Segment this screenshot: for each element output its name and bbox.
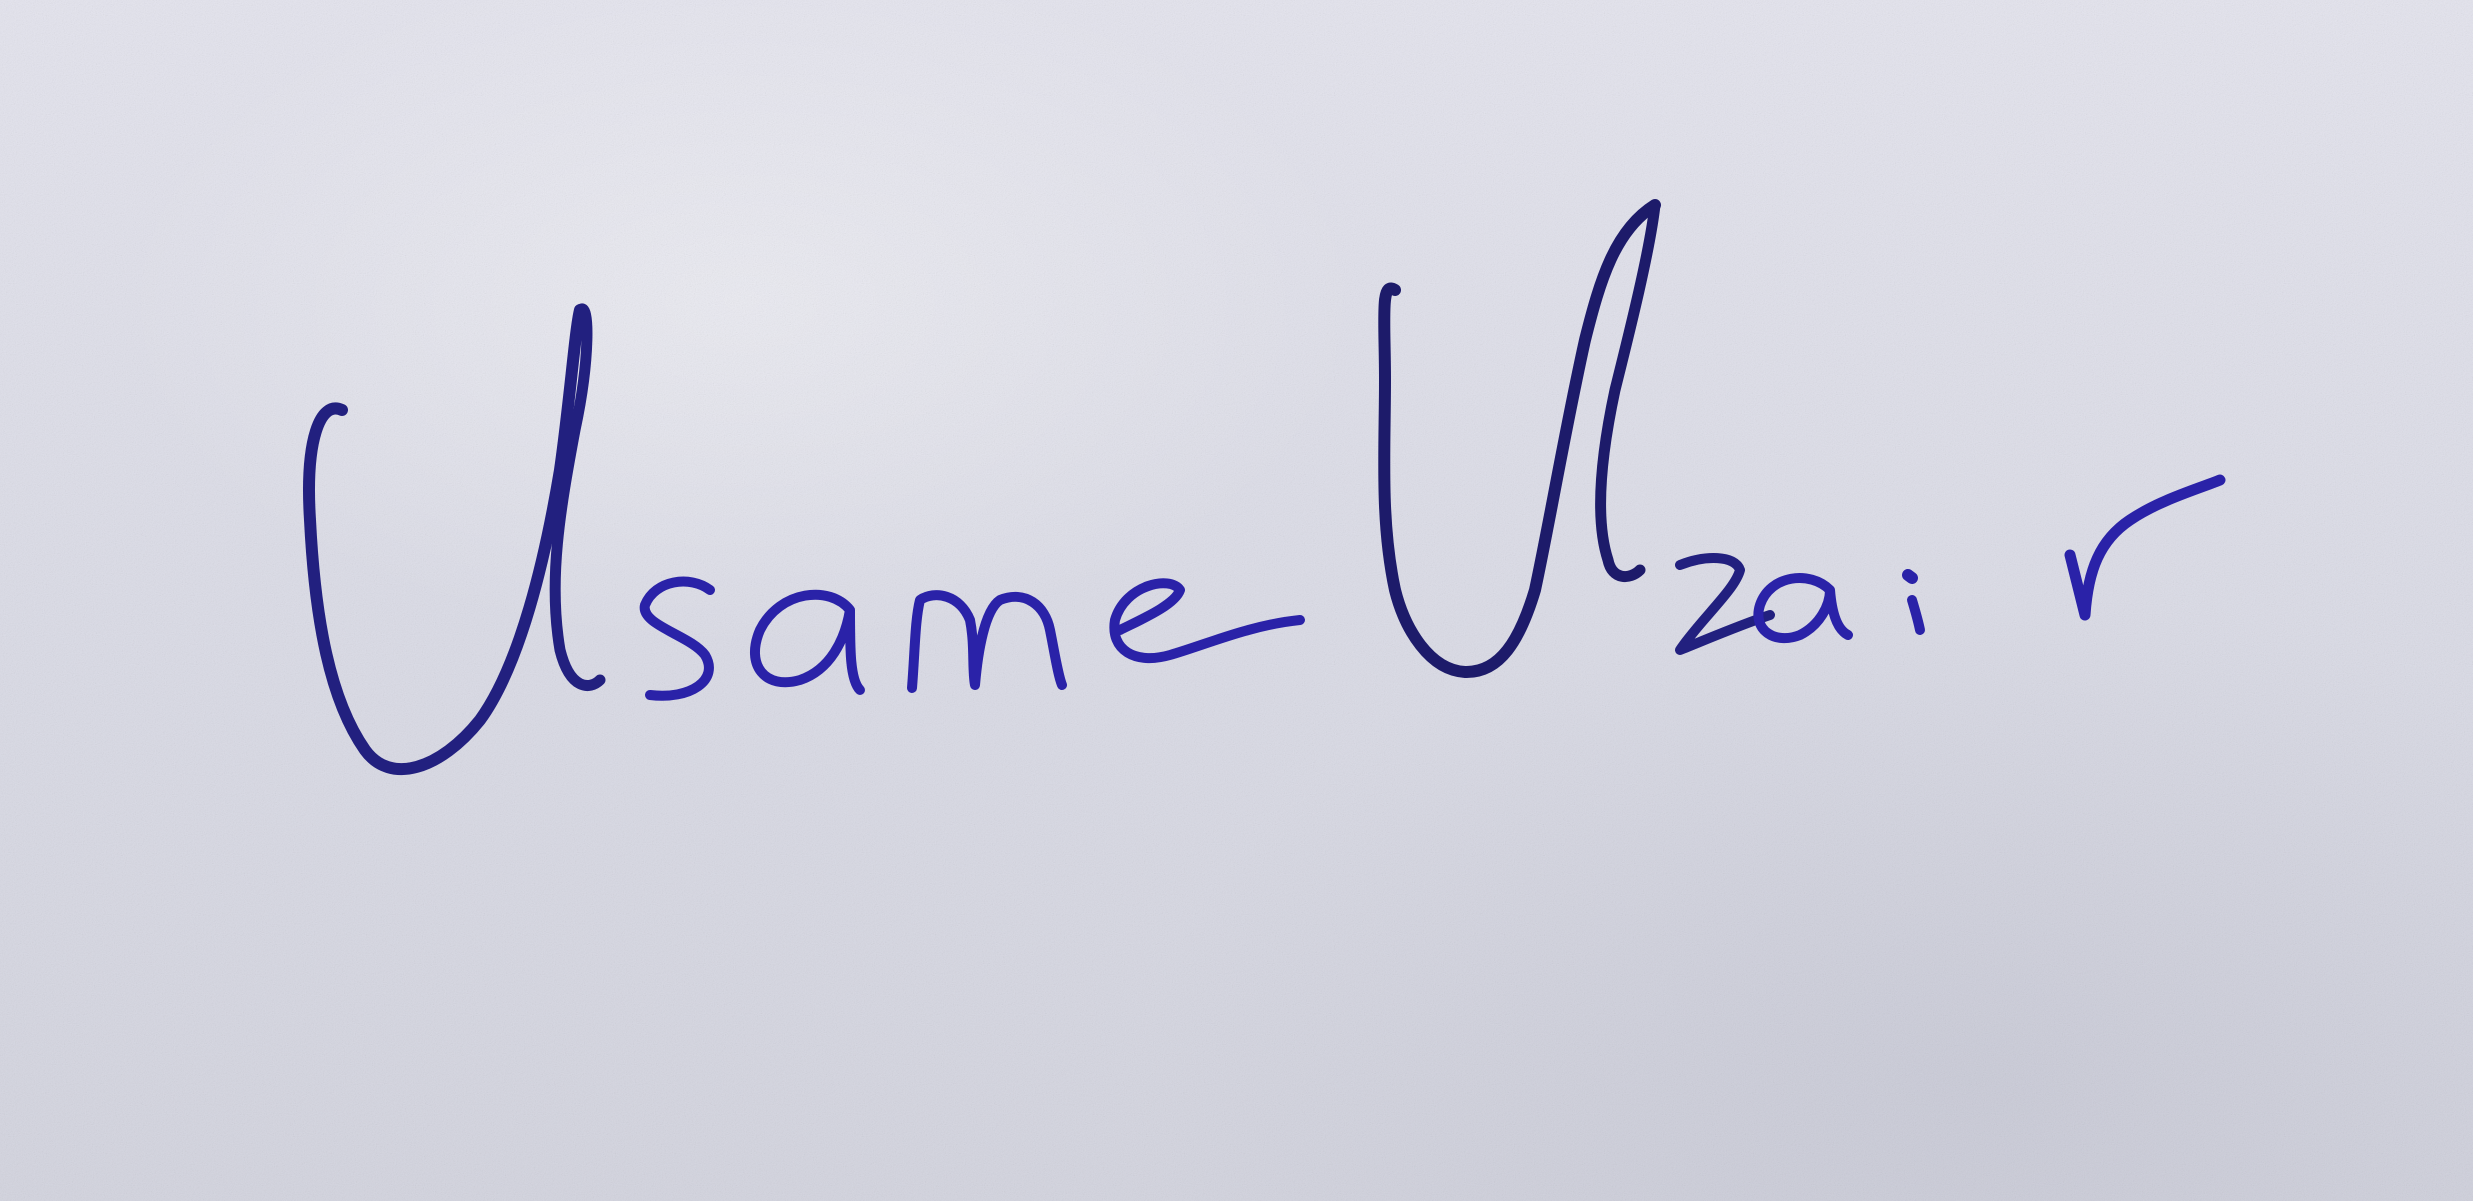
stroke-first-U xyxy=(309,310,580,769)
stroke-a1 xyxy=(755,595,860,690)
stroke-s xyxy=(645,582,710,696)
stroke-e xyxy=(1114,583,1300,658)
stroke-m xyxy=(912,595,1062,688)
stroke-i xyxy=(1912,600,1920,630)
stroke-r xyxy=(2070,480,2220,615)
stroke-i-dot xyxy=(1908,575,1912,578)
signature-ink xyxy=(309,205,2220,769)
stroke-second-U xyxy=(1384,205,1655,672)
stroke-a2 xyxy=(1758,578,1848,638)
